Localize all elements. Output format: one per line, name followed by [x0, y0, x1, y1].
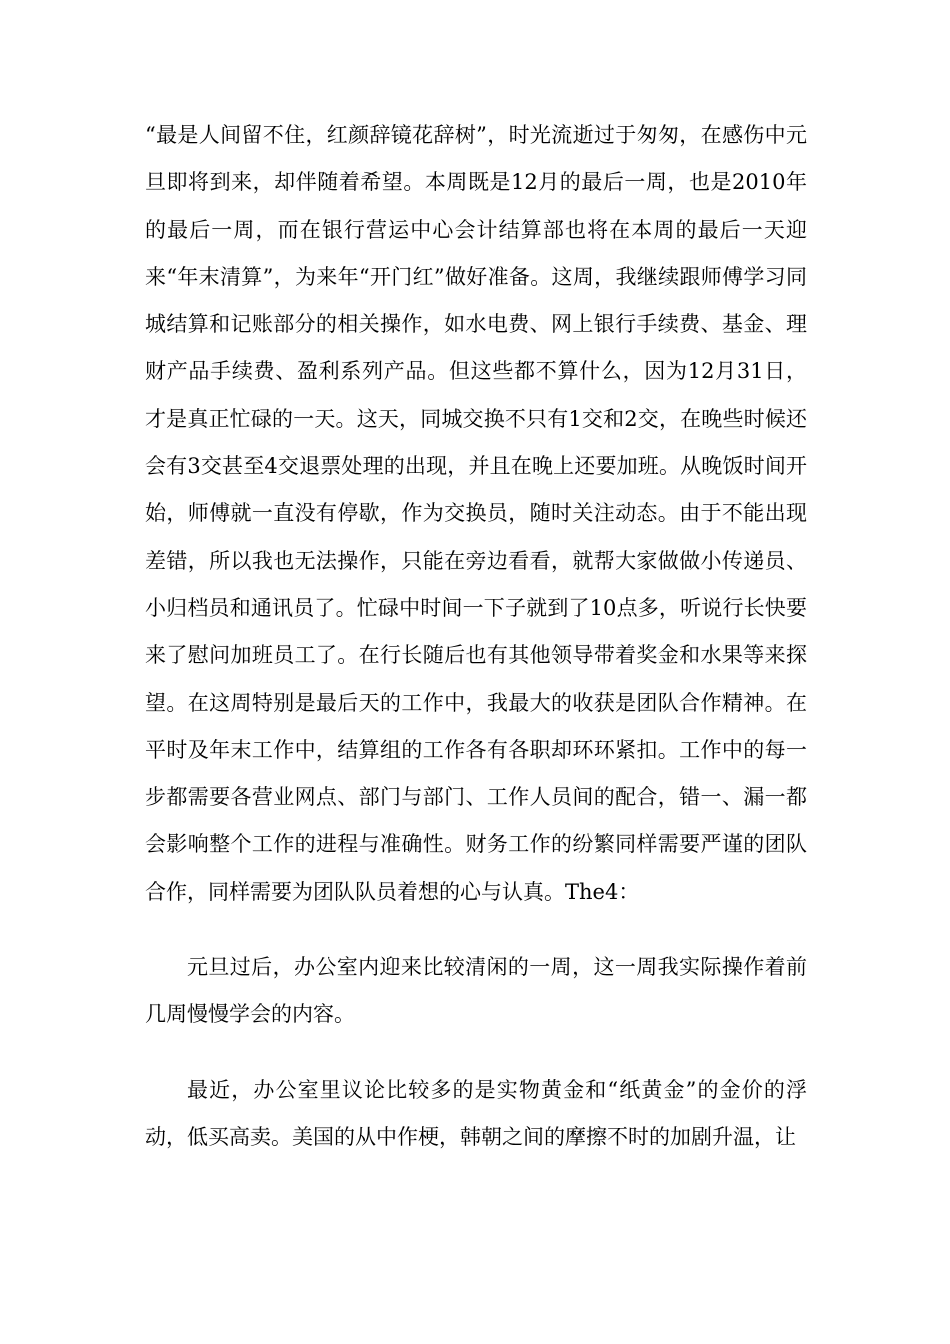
paragraph-1: “最是人间留不住，红颜辞镜花辞树”，时光流逝过于匆匆，在感伤中元旦即将到来，却伴随着希望。本周既是12月的最后一周，也是2010年的最后一周，而在银行营运中心会计结算部也将在本周的最后一天迎来“年末清算”，为来年“开门红”做好准备。这周，我继续跟师傅学习同城结算和记账部分的相关操作，如水电费、网上银行手续费、基金、理财产品手续费、盈利系列产品。但这些都不算什么，因为12月31日，才是真正忙碌的一天。这天，同城交换不只有1交和2交，在晚些时候还会有3交甚至4交退票处理的出现，并且在晚上还要加班。从晚饭时间开始，师傅就一直没有停歇，作为交换员，随时关注动态。由于不能出现差错，所以我也无法操作，只能在旁边看看，就帮大家做做小传递员、小归档员和通讯员了。忙碌中时间一下子就到了10点多，听说行长快要来了慰问加班员工了。在行长随后也有其他领导带着奖金和水果等来探望。在这周特别是最后天的工作中，我最大的收获是团队合作精神。在平时及年末工作中，结算组的工作各有各职却环环紧扣。工作中的每一步都需要各营业网点、部门与部门、工作人员间的配合，错一、漏一都会影响整个工作的进程与准确性。财务工作的纷繁同样需要严谨的团队合作，同样需要为团队队员着想的心与认真。The4：	[145, 123, 807, 904]
paragraph-3: 最近，办公室里议论比较多的是实物黄金和“纸黄金”的金价的浮动，低买高卖。美国的从中作梗，韩朝之间的摩擦不时的加剧升温，让	[145, 1077, 807, 1149]
document-page	[145, 112, 807, 1161]
paragraph-2: 元旦过后，办公室内迎来比较清闲的一周，这一周我实际操作着前几周慢慢学会的内容。	[145, 955, 807, 1027]
